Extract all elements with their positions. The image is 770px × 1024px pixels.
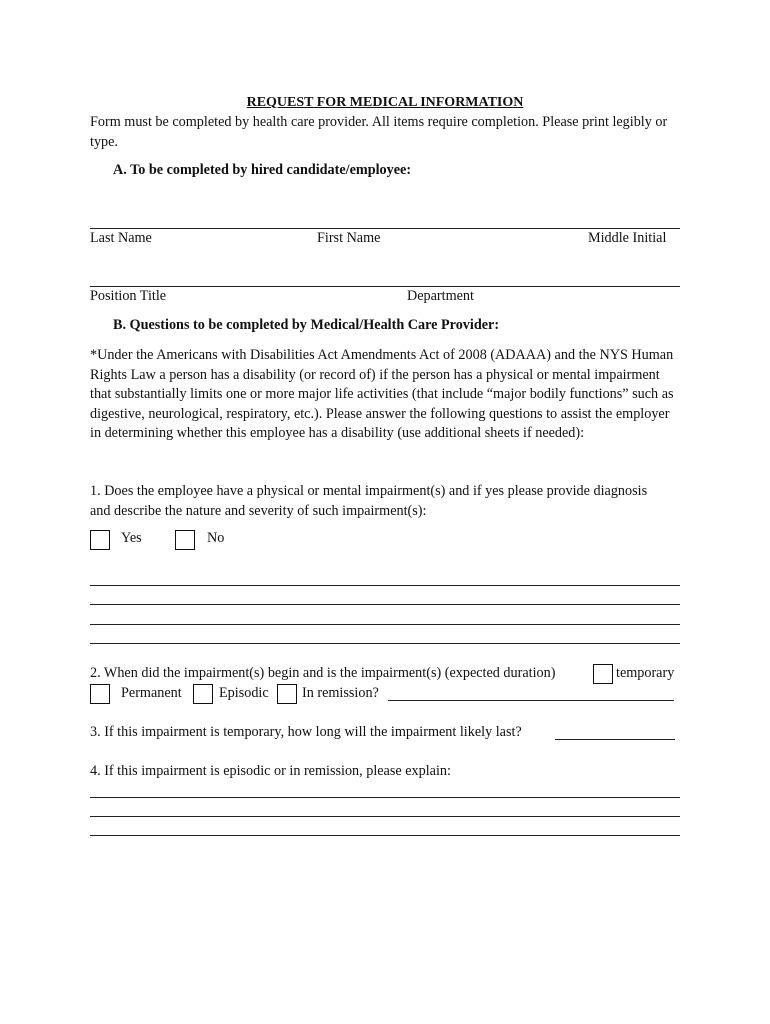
yes-checkbox[interactable] [90,530,110,550]
first-name-label: First Name [317,230,381,246]
last-name-label: Last Name [90,230,152,246]
position-title-label: Position Title [90,288,167,304]
ada-notice: *Under the Americans with Disabilities Act Amendments Act of 2008 (ADAAA) and the NYS Human Rights Law a person has a disability (or record of) if the person has a physical or mental impairment that substantially limits one or more major life activities (that include “major bodily functions” such as digestive, neurological, respiratory, etc.). Please answer the following questions to assist the employer in determining whether this employee has a disability (use additional sheets if needed): [90,347,674,441]
question-1-text: 1. Does the employee have a physical or mental impairment(s) and if yes please provide diagnosis and describe the nature and severity of such impairment(s): [90,483,648,519]
answer-4-line[interactable] [90,835,680,836]
answer-1-line[interactable] [90,585,680,586]
temporary-checkbox[interactable] [593,664,613,684]
section-a-heading: A. To be completed by hired candidate/employee: [113,162,412,178]
question-2-text: 2. When did the impairment(s) begin and is the impairment(s) (expected duration) [90,665,556,681]
form-title: REQUEST FOR MEDICAL INFORMATION [246,95,524,110]
no-checkbox[interactable] [175,530,195,550]
position-department-line[interactable] [90,286,680,287]
remission-label: In remission? [302,685,379,701]
section-b-heading: B. Questions to be completed by Medical/Health Care Provider: [113,317,500,333]
permanent-label: Permanent [121,685,182,701]
name-line[interactable] [90,228,680,229]
remission-answer-line[interactable] [388,686,674,701]
temporary-label: temporary [616,665,675,681]
question-4-text: 4. If this impairment is episodic or in remission, please explain: [90,763,451,779]
permanent-checkbox[interactable] [90,684,110,704]
episodic-checkbox[interactable] [193,684,213,704]
middle-initial-label: Middle Initial [588,230,667,246]
form-intro: Form must be completed by health care provider. All items require completion. Please print legibly or type. [90,114,668,150]
answer-4-line[interactable] [90,797,680,798]
department-label: Department [407,288,474,304]
question-3-text: 3. If this impairment is temporary, how long will the impairment likely last? [90,724,522,740]
answer-1-line[interactable] [90,624,680,625]
yes-label: Yes [121,530,142,546]
duration-answer-line[interactable] [555,725,675,740]
answer-1-line[interactable] [90,643,680,644]
remission-checkbox[interactable] [277,684,297,704]
episodic-label: Episodic [219,685,269,701]
answer-4-line[interactable] [90,816,680,817]
answer-1-line[interactable] [90,604,680,605]
no-label: No [207,530,225,546]
